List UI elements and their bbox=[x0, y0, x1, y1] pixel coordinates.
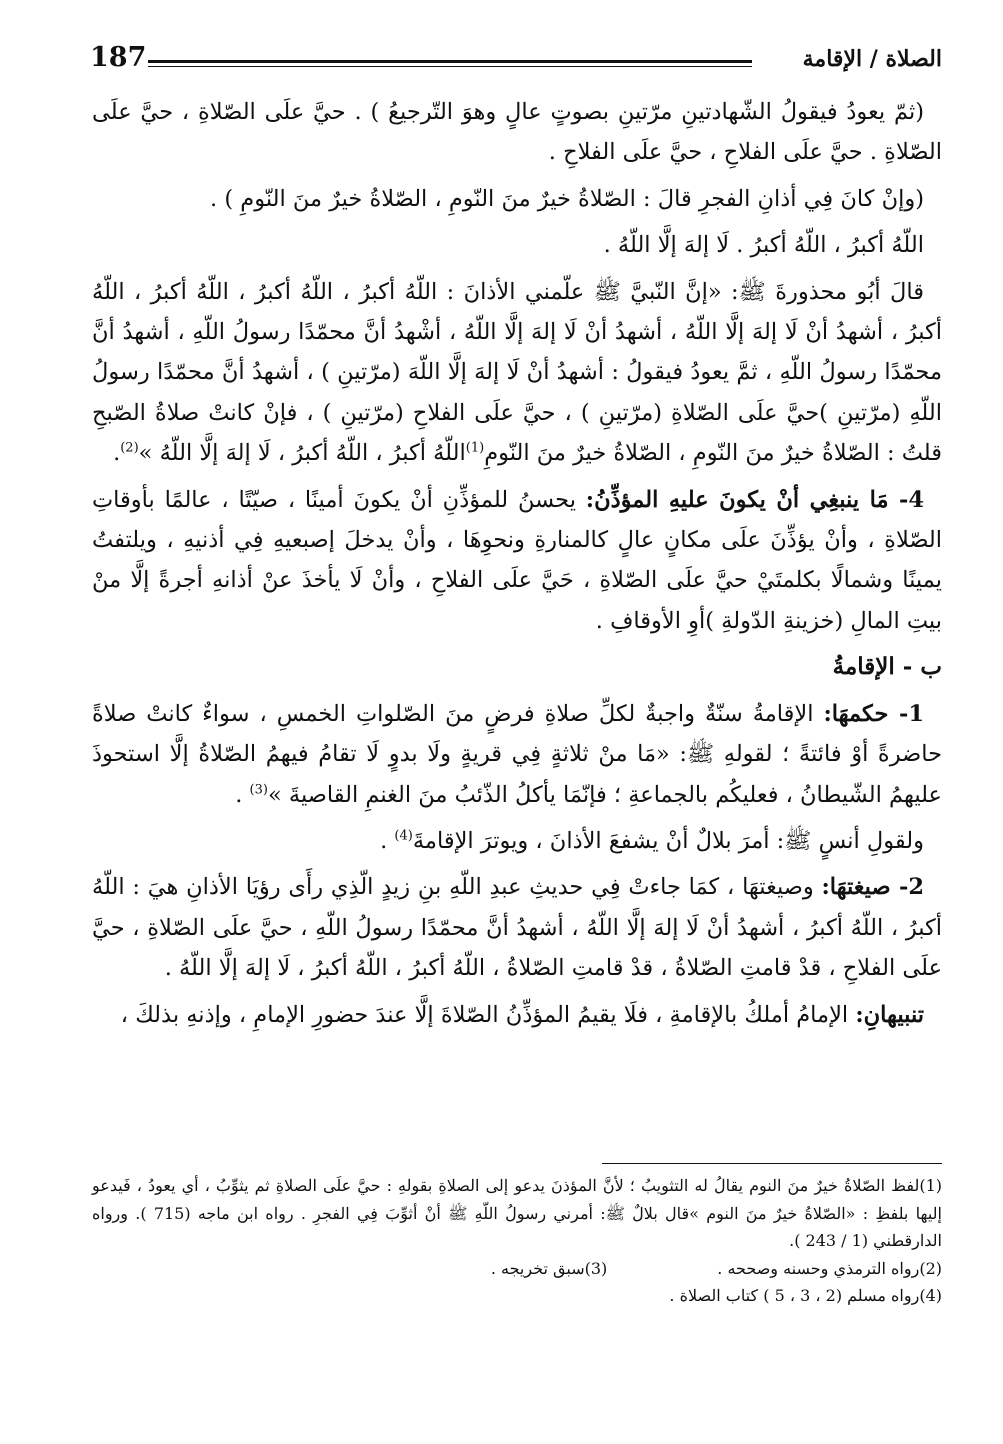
footnote-4: (4)رواه مسلم (2 ، 3 ، 5 ) كتاب الصلاة . bbox=[669, 1286, 942, 1305]
paragraph-wording bbox=[92, 867, 942, 988]
paragraph-text: الإقامةُ سنّةٌ واجبةٌ لكلِّ صلاةِ فرضٍ منَ الصّلواتِ الخمسِ ، سواءٌ كانتْ صلاةً حاضرةً أوْ فائتةً ؛ لقولهِ ﷺ: «مَا منْ ثلاثةٍ فِي قريةٍ ولَا بدوٍ لَا تقامُ فيهمُ الصّلاةُ إلَّا استحوذَ عليهمُ الشّيطانُ ، فعليكُم بالجماعةِ ؛ فإنّمَا يأكلُ الذّئبُ منَ الغنمِ القاصيةَ » bbox=[92, 700, 942, 808]
footnotes bbox=[92, 1172, 942, 1310]
footnote-row bbox=[92, 1255, 942, 1283]
paragraph-lead: 4- مَا ينبغِي أنْ يكونَ عليهِ المؤذِّنُ: bbox=[585, 486, 924, 513]
page-header bbox=[90, 38, 942, 80]
paragraph-text: . bbox=[113, 440, 121, 467]
paragraph bbox=[92, 225, 942, 265]
paragraph-text: قالَ أبُو محذورةَ ﷺ: «إنَّ النّبيَّ ﷺ علّمني الأذانَ : اللّهُ أكبرُ ، اللّهُ أكبرُ ، اللّهُ أكبرُ ، اللّهُ أكبرُ ، أشهدُ أنْ لَا إلهَ إلَّا اللّهُ ، أشهدُ أنْ لَا إلهَ إلَّا اللّهُ ، أشْهدُ أنَّ محمّدًا رسولُ اللّهِ ، أشهدُ أنَّ محمّدًا رسولُ اللّهِ ، ثمَّ يعودُ فيقولُ : أشهدُ أنْ لَا إلهَ إلَّا اللّهَ (مرّتينِ ) ، أشهدُ أنَّ محمّدًا رسولُ اللّهِ (مرّتينِ )حيَّ علَى الصّلاةِ (مرّتينِ ) ، حيَّ علَى الفلاحِ (مرّتينِ ) ، فإنْ كانتْ صلاةُ الصّبحِ قلتُ : الصّلاةُ خيرٌ منَ النّومِ ، الصّلاةُ خيرٌ منَ النّومِ bbox=[92, 278, 942, 467]
footnote-1: (1)لفظ الصّلاةُ خيرٌ منَ النوم يقالُ له التثويبُ ؛ لأنَّ المؤذنَ يدعو إلى الصلاةِ بقولهِ : حيَّ علَى الصلاةِ ثم يثوِّبُ ، أي يعودُ ، فَيدعو إليها بلفظِ : «الصّلاةُ خيرٌ منَ النوم »قال بلالٌ ﷺ: أمرني رسولُ اللّهِ ﷺ أنْ أثوِّبَ فِي الفجرِ . رواه ابن ماجه (715 ). ورواه الدارقطني (1 / 243 ). bbox=[92, 1176, 942, 1250]
paragraph-text: . bbox=[235, 781, 250, 808]
paragraph-text: ولقولِ أنسٍ ﷺ: أمرَ بلالٌ أنْ يشفعَ الأذانَ ، ويوترَ الإقامةَ bbox=[412, 827, 924, 854]
paragraph-text: اللّهُ أكبرُ ، اللّهُ أكبرُ . لَا إلهَ إلَّا اللّهُ . bbox=[603, 232, 924, 259]
paragraph-lead: تنبيهانِ: bbox=[855, 1001, 924, 1028]
running-title: الصلاة / الإقامة bbox=[802, 46, 942, 72]
footnote-ref-1[interactable]: (1) bbox=[465, 440, 485, 456]
paragraph-text: (وإنْ كانَ فِي أذانِ الفجرِ قالَ : الصّلاةُ خيرٌ منَ النّومِ ، الصّلاةُ خيرٌ منَ النّومِ ) . bbox=[210, 185, 924, 212]
paragraph-text: الإمامُ أملكُ بالإقامةِ ، فلَا يقيمُ المؤذِّنُ الصّلاةَ إلَّا عندَ حضورِ الإمامِ ، وإذنهِ بذلكَ ، bbox=[120, 1001, 856, 1028]
paragraph-notes bbox=[92, 995, 942, 1035]
footnote-ref-3[interactable]: (3) bbox=[249, 782, 268, 797]
section-heading-iqama: ب - الإقامةُ bbox=[832, 653, 942, 681]
paragraph-text: (ثمّ يعودُ فيقولُ الشّهادتينِ مرّتينِ بصوتٍ عالٍ وهوَ التّرجيعُ ) . حيَّ علَى الصّلاةِ ، حيَّ علَى الصّلاةِ . حيَّ علَى الفلاحِ ، حيَّ علَى الفلاحِ . bbox=[92, 99, 942, 166]
paragraph bbox=[92, 179, 942, 219]
footnote-separator bbox=[602, 1163, 942, 1164]
footnote-ref-2[interactable]: (2) bbox=[120, 440, 139, 456]
paragraph-text: اللّهُ أكبرُ ، اللّهُ أكبرُ ، لَا إلهَ إلَّا اللّهُ » bbox=[138, 440, 466, 467]
paragraph-muezzin bbox=[92, 480, 942, 642]
footnote-ref-4[interactable]: (4) bbox=[394, 828, 413, 844]
paragraph-text: يحسنُ للمؤذِّنِ أنْ يكونَ أمينًا ، صيّتًا ، عالمًا بأوقاتِ الصّلاةِ ، وأنْ يؤذِّنَ علَى مكانٍ عالٍ كالمنارةِ ونحوِهَا ، وأنْ يدخلَ إصبعيهِ فِي أذنيهِ ، ويلتفتُ يمينًا وشمالًا بكلمتَيْ حيَّ علَى الصّلاةِ ، حَيَّ علَى الفلاحِ ، وأنْ لَا يأخذَ عنْ أذانهِ أجرةً إلَّا منْ بيتِ المالِ (خزينةِ الدّولةِ )أوِ الأوقافِ . bbox=[92, 486, 942, 634]
paragraph-text: وصيغتهَا ، كمَا جاءتْ فِي حديثِ عبدِ اللّهِ بنِ زيدٍ الّذِي رأَى رؤيَا الأذانِ هيَ : اللّهُ أكبرُ ، اللّهُ أكبرُ ، أشهدُ أنْ لَا إلهَ إلَّا اللّهُ ، أشهدُ أنَّ محمّدًا رسولُ اللّهِ ، حيَّ علَى الصّلاةِ ، حيَّ علَى الفلاحِ ، قدْ قامتِ الصّلاةُ ، قدْ قامتِ الصّلاةُ ، اللّهُ أكبرُ ، اللّهُ أكبرُ ، لَا إلهَ إلَّا اللّهُ . bbox=[92, 874, 942, 982]
paragraph-hadith bbox=[92, 272, 942, 474]
paragraph bbox=[92, 92, 942, 173]
paragraph-anas bbox=[92, 821, 942, 861]
paragraph-text: . bbox=[380, 827, 395, 854]
page-number: 187 bbox=[90, 42, 147, 73]
header-rule bbox=[148, 60, 752, 67]
paragraph-lead: 2- صيغتهَا: bbox=[821, 874, 925, 901]
footnote-3: (3)سبق تخريجه . bbox=[490, 1258, 608, 1278]
paragraph-lead: 1- حكمهَا: bbox=[823, 700, 925, 727]
paragraph-ruling bbox=[92, 694, 942, 815]
footnote-2: (2)رواه الترمذي وحسنه وصححه . bbox=[717, 1258, 942, 1278]
body-text bbox=[92, 92, 942, 1152]
